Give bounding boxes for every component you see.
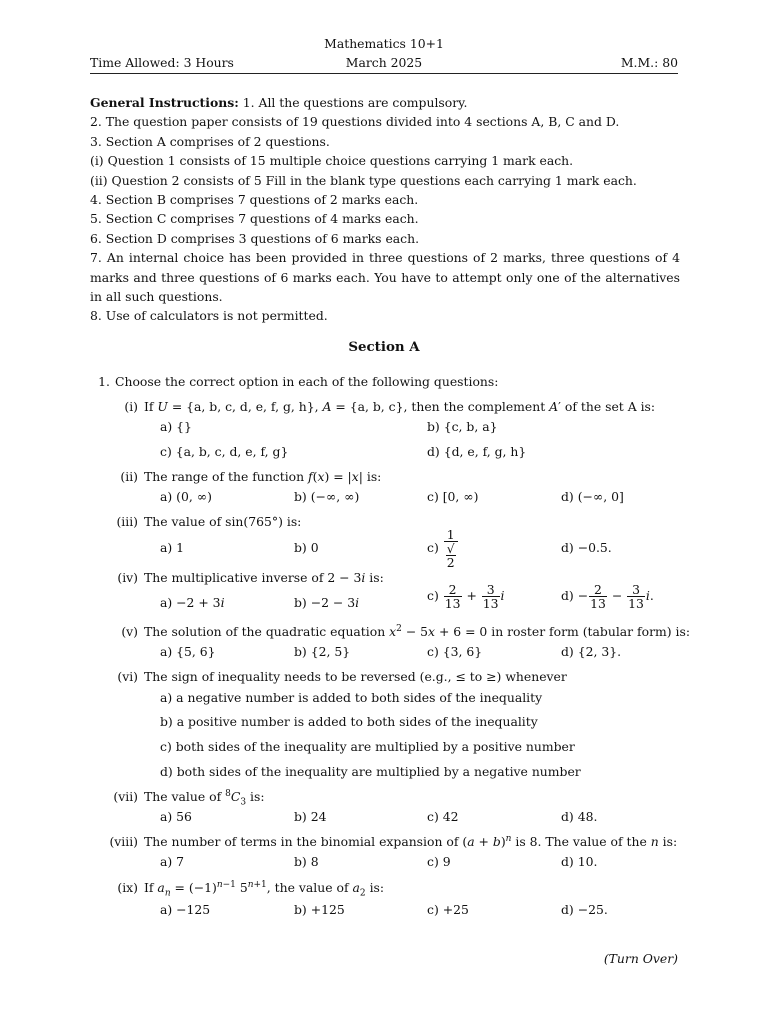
header-row bbox=[90, 55, 678, 73]
instruction-1: General Instructions: 1. All the questions are compulsory. bbox=[90, 95, 468, 110]
part-label: (i) bbox=[124, 399, 138, 414]
part-stem: The value of $^8C_3$ is: bbox=[144, 789, 265, 808]
option: c) [0, ∞) bbox=[427, 489, 479, 504]
part-label: (viii) bbox=[109, 834, 138, 849]
option: d) 10. bbox=[561, 854, 598, 869]
option: d) (−∞, 0] bbox=[561, 489, 624, 504]
header-divider bbox=[90, 73, 678, 74]
part-label: (ii) bbox=[120, 469, 138, 484]
part-label: (iii) bbox=[116, 514, 138, 529]
question-number: 1. bbox=[98, 374, 110, 389]
option: b) {c, b, a} bbox=[427, 419, 498, 434]
time-allowed: Time Allowed: 3 Hours bbox=[90, 55, 234, 70]
option: a) 1 bbox=[160, 540, 185, 555]
option: c) 9 bbox=[427, 854, 451, 869]
part-label: (iv) bbox=[117, 570, 138, 585]
option: d) both sides of the inequality are multiplied by a negative number bbox=[160, 764, 581, 779]
option: d) −0.5. bbox=[561, 540, 612, 555]
instructions-heading: General Instructions: bbox=[90, 95, 239, 110]
part-label: (ix) bbox=[117, 880, 138, 895]
instruction-line: 6. Section D comprises 3 questions of 6 marks each. bbox=[90, 230, 420, 246]
part-label: (vi) bbox=[117, 669, 138, 684]
part-stem: The sign of inequality needs to be reversed (e.g., ≤ to ≥) whenever bbox=[144, 669, 567, 684]
subject-title: Mathematics 10+1 bbox=[324, 36, 444, 51]
option: b) 0 bbox=[294, 540, 319, 555]
option: b) 8 bbox=[294, 854, 319, 869]
option: a) (0, ∞) bbox=[160, 489, 212, 504]
option: c) +25 bbox=[427, 902, 469, 917]
option: c) 42 bbox=[427, 809, 459, 824]
option: d) − $\frac{2}{13}$ − $\frac{3}{13}$ i. bbox=[561, 582, 654, 611]
option: a) 7 bbox=[160, 854, 185, 869]
option: a) {} bbox=[160, 419, 192, 434]
option: b) {2, 5} bbox=[294, 644, 351, 659]
option: d) {d, e, f, g, h} bbox=[427, 444, 527, 459]
part-label: (v) bbox=[121, 624, 138, 639]
option: b) (−∞, ∞) bbox=[294, 489, 360, 504]
option: a) −125 bbox=[160, 902, 211, 917]
part-label: (vii) bbox=[113, 789, 138, 804]
option: c) 1 √ 2 bbox=[427, 528, 459, 569]
option: c) both sides of the inequality are multiplied by a positive number bbox=[160, 739, 575, 754]
section-title: Section A bbox=[348, 339, 420, 355]
instruction-line: 2. The question paper consists of 19 questions divided into 4 sections A, B, C and D. bbox=[90, 114, 620, 130]
part-stem: The value of sin(765°) is: bbox=[144, 514, 302, 529]
option: c) {a, b, c, d, e, f, g} bbox=[160, 444, 289, 459]
instruction-line: 8. Use of calculators is not permitted. bbox=[90, 308, 328, 324]
part-stem: The number of terms in the binomial expansion of $(a + b)^n$ is 8. The value of the n is: bbox=[144, 834, 678, 849]
turn-over-note: (Turn Over) bbox=[603, 951, 678, 966]
general-instructions bbox=[90, 93, 680, 326]
max-marks: M.M.: 80 bbox=[620, 55, 678, 70]
option: a) −2 + 3i bbox=[160, 595, 225, 610]
option: b) +125 bbox=[294, 902, 345, 917]
part-stem: If $a_n = (-1)^{n-1}$ $5^{n+1}$, the value of $a_2$ is: bbox=[144, 880, 385, 899]
question-stem: Choose the correct option in each of the following questions: bbox=[115, 374, 499, 389]
option: d) 48. bbox=[561, 809, 598, 824]
option: a) a negative number is added to both sides of the inequality bbox=[160, 690, 543, 705]
part-stem: The range of the function f(x) = |x| is: bbox=[144, 469, 382, 484]
option: b) 24 bbox=[294, 809, 327, 824]
option: d) −25. bbox=[561, 902, 608, 917]
instruction-line: 4. Section B comprises 7 questions of 2 marks each. bbox=[90, 192, 419, 208]
part-stem: If U = {a, b, c, d, e, f, g, h}, A = {a, b, c}, then the complement A′ of the set A is: bbox=[144, 399, 656, 414]
exam-date: March 2025 bbox=[345, 55, 423, 70]
option: c) $\frac{2}{13}$ + $\frac{3}{13}$ i bbox=[427, 582, 505, 611]
option: b) −2 − 3i bbox=[294, 595, 360, 610]
instruction-line: (i) Question 1 consists of 15 multiple choice questions carrying 1 mark each. bbox=[90, 153, 574, 169]
option: d) {2, 3}. bbox=[561, 644, 622, 659]
instruction-internal-choice: 7. An internal choice has been provided in three questions of 2 marks, three questions of 4 marks and three questions of 6 marks each. You have to attempt only one of the alternatives in all such questions. bbox=[90, 250, 680, 305]
option: b) a positive number is added to both sides of the inequality bbox=[160, 714, 538, 729]
instruction-line: 5. Section C comprises 7 questions of 4 marks each. bbox=[90, 211, 419, 227]
part-stem: The multiplicative inverse of 2 − 3i is: bbox=[144, 570, 384, 585]
option: a) {5, 6} bbox=[160, 644, 216, 659]
option: a) 56 bbox=[160, 809, 192, 824]
option: c) {3, 6} bbox=[427, 644, 483, 659]
part-stem: The solution of the quadratic equation $x^2 - 5x + 6 = 0$ in roster form (tabular form) is: bbox=[144, 624, 691, 639]
instruction-line: (ii) Question 2 consists of 5 Fill in the blank type questions each carrying 1 mark each. bbox=[90, 172, 637, 188]
instruction-line: 3. Section A comprises of 2 questions. bbox=[90, 133, 330, 149]
